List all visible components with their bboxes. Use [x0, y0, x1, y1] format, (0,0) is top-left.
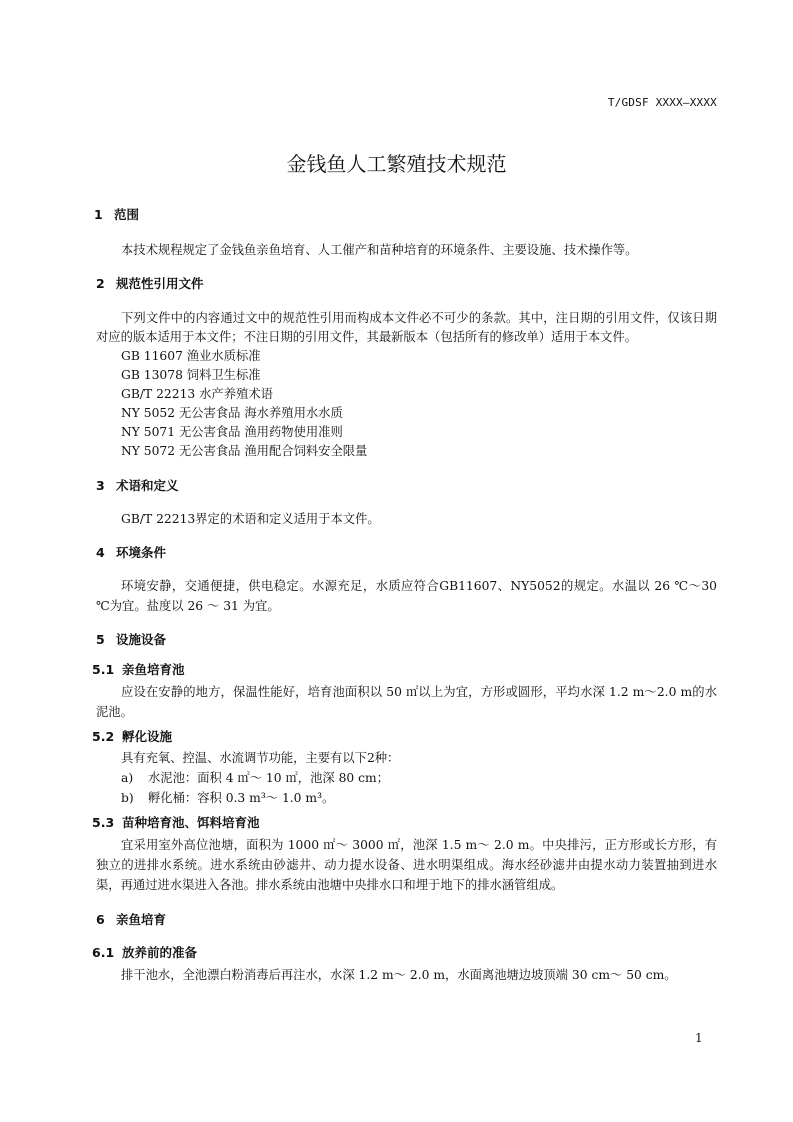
section-5-1-text: 应设在安静的地方，保温性能好，培育池面积以 50 ㎡以上为宜，方形或圆形，平均水深 1.2 m～2.0 m的水泥池。 [96, 685, 717, 719]
reference-item: NY 5071 无公害食品 渔用药物使用准则 [121, 425, 343, 439]
reference-item: GB/T 22213 水产养殖术语 [121, 387, 273, 401]
section-4-text: 环境安静，交通便捷，供电稳定。水源充足，水质应符合GB11607、NY5052的规定。水温以 26 ℃～30 ℃为宜。盐度以 26 ～ 31 为宜。 [96, 579, 717, 613]
section-3-text: GB/T 22213界定的术语和定义适用于本文件。 [121, 512, 380, 526]
section-6-1-text: 排干池水，全池漂白粉消毒后再注水，水深 1.2 m～ 2.0 m，水面离池塘边坡顶端 30 cm～ 50 cm。 [121, 968, 677, 982]
reference-item: NY 5072 无公害食品 渔用配合饲料安全限量 [121, 444, 368, 458]
list-item-b: b) 孵化桶：容积 0.3 m³～ 1.0 m³。 [121, 791, 335, 805]
reference-item: GB 13078 饲料卫生标准 [121, 368, 261, 382]
section-5-2-text: 具有充氧、控温、水流调节功能，主要有以下2种： [121, 751, 400, 765]
section-5-heading: 5 设施设备 [96, 632, 167, 647]
section-2-text: 下列文件中的内容通过文中的规范性引用而构成本文件必不可少的条款。其中，注日期的引用文件，仅该日期对应的版本适用于本文件；不注日期的引用文件，其最新版本（包括所有的修改单）适用于本文件。 [96, 311, 717, 344]
document-number: T/GDSF XXXX—XXXX [607, 96, 717, 109]
reference-item: NY 5052 无公害食品 海水养殖用水水质 [121, 406, 343, 420]
section-5-2-heading: 5.2 孵化设施 [92, 729, 173, 744]
section-5-3-heading: 5.3 苗种培育池、饵料培育池 [92, 815, 260, 830]
reference-item: GB 11607 渔业水质标准 [121, 349, 261, 363]
section-6-1-heading: 6.1 放养前的准备 [92, 945, 198, 960]
document-title: 金钱鱼人工繁殖技术规范 [286, 152, 507, 176]
section-1-heading: 1 范围 [94, 207, 140, 222]
section-4-heading: 4 环境条件 [96, 545, 167, 560]
section-3-heading: 3 术语和定义 [96, 478, 179, 493]
page-number: 1 [695, 1031, 703, 1045]
section-6-heading: 6 亲鱼培育 [96, 912, 167, 927]
list-item-a: a) 水泥池：面积 4 ㎡～ 10 ㎡，池深 80 cm； [121, 771, 389, 785]
document-body [92, 205, 717, 985]
section-2-heading: 2 规范性引用文件 [96, 276, 204, 291]
section-1-text: 本技术规程规定了金钱鱼亲鱼培育、人工催产和苗种培育的环境条件、主要设施、技术操作等。 [121, 243, 638, 257]
section-5-3-text: 宜采用室外高位池塘，面积为 1000 ㎡～ 3000 ㎡，池深 1.5 m～ 2.0 m。中央排污，正方形或长方形，有独立的进排水系统。进水系统由砂滤井、动力提水设备、进水明渠组成。海水经砂滤井由提水动力装置抽到进水渠，再通过进水渠进入各池。排水系统由池塘中央排水口和埋于地下的排水涵管组成。 [96, 838, 717, 892]
section-5-1-heading: 5.1 亲鱼培育池 [92, 662, 185, 677]
